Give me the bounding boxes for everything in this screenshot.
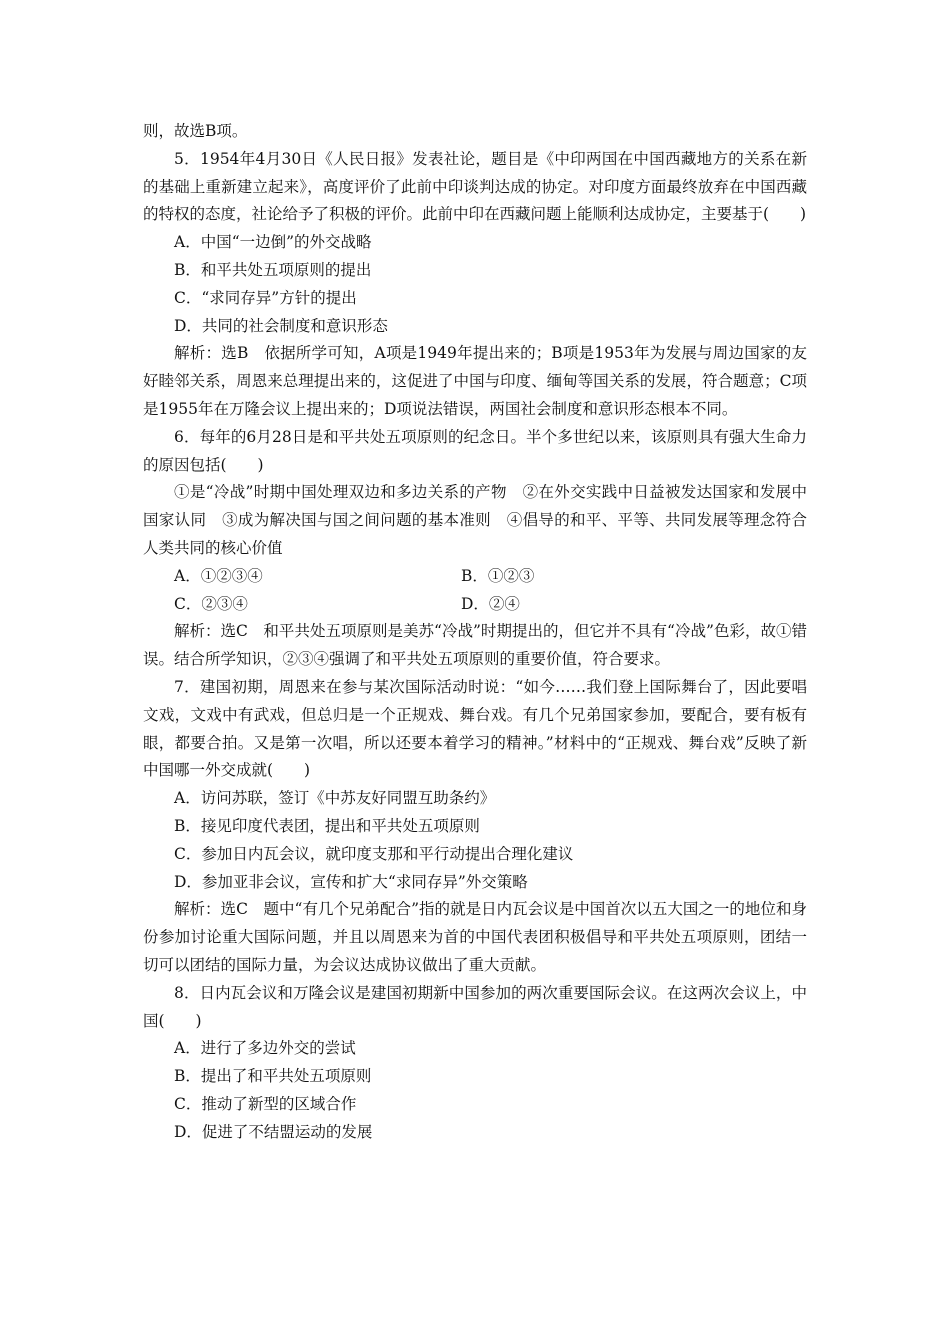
question-8-option-b: B．提出了和平共处五项原则 [174,1067,372,1086]
question-5-option-a: A．中国“一边倒”的外交战略 [174,233,372,252]
question-7-option-b: B．接见印度代表团，提出和平共处五项原则 [174,816,480,835]
question-5-analysis: 解析：选B 依据所学可知，A项是1949年提出来的；B项是1953年为发展与周边国家的友好睦邻关系，周恩来总理提出来的，这促进了中国与印度、缅甸等国关系的发展，符合题意；C项是1955年在万隆会议上提出来的；D项说法错误，两国社会制度和意识形态根本不同。 [143,344,807,418]
question-5-option-b: B．和平共处五项原则的提出 [174,260,372,279]
question-6-option-d: D．②④ [461,594,520,613]
question-7-option-d: D．参加亚非会议，宣传和扩大“求同存异”外交策略 [174,872,528,891]
question-5-option-d: D．共同的社会制度和意识形态 [174,316,388,335]
question-7-analysis: 解析：选C 题中“有几个兄弟配合”指的就是日内瓦会议是中国首次以五大国之一的地位和身份参加讨论重大国际问题，并且以周恩来为首的中国代表团积极倡导和平共处五项原则，团结一切可以团结的国际力量，为会议达成协议做出了重大贡献。 [143,900,807,974]
answer-tail-text: 则，故选B项。 [143,122,248,140]
question-6-stem: 6．每年的6月28日是和平共处五项原则的纪念日。半个多世纪以来，该原则具有强大生命力的原因包括( ) [143,427,807,474]
question-5-stem: 5．1954年4月30日《人民日报》发表社论，题目是《中印两国在中国西藏地方的关系在新的基础上重新建立起来》，高度评价了此前中印谈判达成的协定。对印度方面最终放弃在中国西藏的特权的态度，社论给予了积极的评价。此前中印在西藏问题上能顺利达成协定，主要基于( ) [143,149,807,224]
question-6-options-row-1 [143,563,807,591]
question-7-option-a: A．访问苏联，签订《中苏友好同盟互助条约》 [174,789,496,808]
question-6-option-b: B．①②③ [461,566,535,585]
question-8-option-a: A．进行了多边外交的尝试 [174,1039,356,1058]
question-8-option-c: C．推动了新型的区域合作 [174,1094,357,1113]
question-5-option-c: C．“求同存异”方针的提出 [174,288,357,307]
question-6-statements: ①是“冷战”时期中国处理双边和多边关系的产物 ②在外交实践中日益被发达国家和发展中国家认同 ③成为解决国与国之间问题的基本准则 ④倡导的和平、平等、共同发展等理念符合人类共同的核心价值 [143,483,807,557]
question-7-stem: 7．建国初期，周恩来在参与某次国际活动时说：“如今……我们登上国际舞台了，因此要唱文戏，文戏中有武戏，但总归是一个正规戏、舞台戏。有几个兄弟国家参加，要配合，要有板有眼，都要合拍。又是第一次唱，所以还要本着学习的精神。”材料中的“正规戏、舞台戏”反映了新中国哪一外交成就( ) [143,677,807,780]
question-7-option-c: C．参加日内瓦会议，就印度支那和平行动提出合理化建议 [174,844,574,863]
question-6-analysis: 解析：选C 和平共处五项原则是美苏“冷战”时期提出的，但它并不具有“冷战”色彩，故①错误。结合所学知识，②③④强调了和平共处五项原则的重要价值，符合要求。 [143,622,807,669]
question-8-option-d: D．促进了不结盟运动的发展 [174,1122,373,1141]
question-8-stem: 8．日内瓦会议和万隆会议是建国初期新中国参加的两次重要国际会议。在这两次会议上，中国( ) [143,983,807,1030]
question-6-options-row-2 [143,591,807,619]
document-body [143,118,807,1146]
question-6-option-c: C．②③④ [174,594,248,613]
question-6-option-a: A．①②③④ [174,566,263,585]
